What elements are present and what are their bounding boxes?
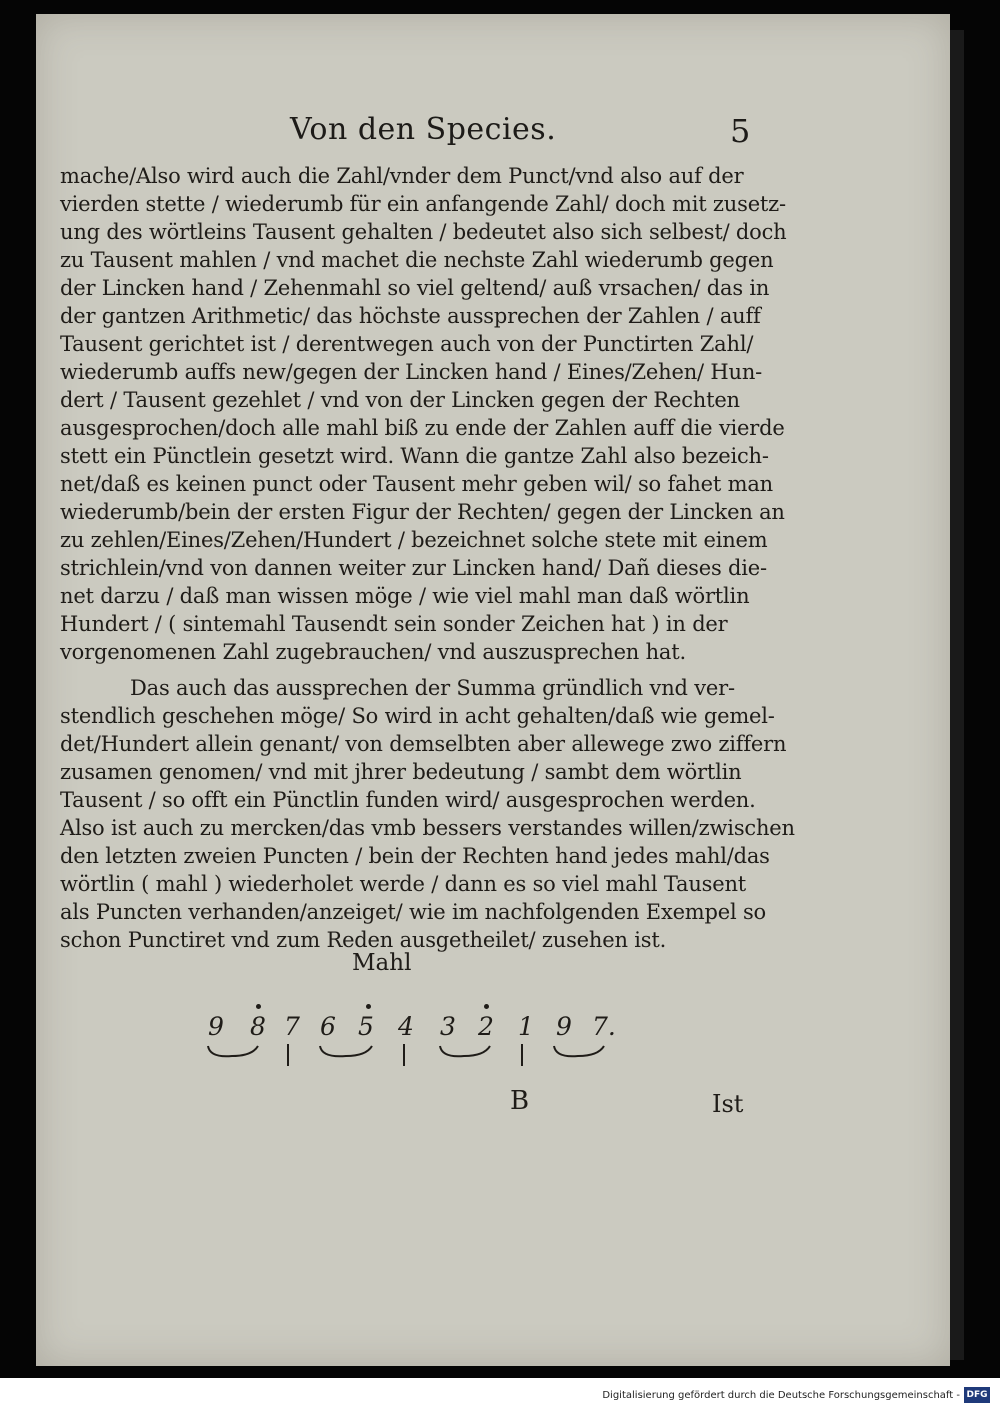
- signature-mark: B: [510, 1086, 530, 1116]
- example-digit: 2: [478, 1012, 494, 1041]
- catchword: Ist: [712, 1090, 744, 1118]
- text-line: stett ein Pünctlein gesetzt wird. Wann die gantze Zahl also bezeich-: [60, 444, 769, 468]
- example-digit: 4: [398, 1012, 414, 1041]
- example-digit: 9: [208, 1012, 224, 1041]
- text-line: stendlich geschehen möge/ So wird in acht gehalten/daß wie gemel-: [60, 704, 775, 728]
- example-digit: 7.: [592, 1012, 616, 1041]
- text-line: dert / Tausent gezehlet / vnd von der Lincken gegen der Rechten: [60, 388, 740, 412]
- text-line: strichlein/vnd von dannen weiter zur Lincken hand/ Dañ dieses die-: [60, 556, 767, 580]
- text-line: Tausent gerichtet ist / derentwegen auch von der Punctirten Zahl/: [60, 332, 754, 356]
- example-digit: 8: [250, 1012, 266, 1041]
- text-line: wiederumb/bein der ersten Figur der Rechten/ gegen der Lincken an: [60, 500, 785, 524]
- example-digit: 5: [358, 1012, 374, 1041]
- running-head: Von den Species.: [290, 112, 557, 147]
- text-line: wörtlin ( mahl ) wiederholet werde / dann es so viel mahl Tausent: [60, 872, 747, 896]
- thousand-dot: [256, 1004, 261, 1009]
- text-line: vorgenomenen Zahl zugebrauchen/ vnd auszusprechen hat.: [60, 640, 686, 664]
- thousand-dot: [484, 1004, 489, 1009]
- text-line: schon Punctiret vnd zum Reden ausgetheilet/ zusehen ist.: [60, 928, 667, 952]
- example-digit: 6: [320, 1012, 336, 1041]
- text-line: zu zehlen/Eines/Zehen/Hundert / bezeichnet solche stete mit einem: [60, 528, 768, 552]
- text-line: ausgesprochen/doch alle mahl biß zu ende der Zahlen auff die vierde: [60, 416, 785, 440]
- footer-bar: [0, 1378, 1000, 1416]
- example-digit: 9: [556, 1012, 572, 1041]
- text-line: Das auch das aussprechen der Summa gründlich vnd ver-: [130, 676, 735, 700]
- text-line: als Puncten verhanden/anzeiget/ wie im nachfolgenden Exempel so: [60, 900, 767, 924]
- page-edge-strip: [950, 30, 964, 1360]
- example-digit: 1: [518, 1012, 534, 1041]
- text-line: Hundert / ( sintemahl Tausendt sein sonder Zeichen hat ) in der: [60, 612, 728, 636]
- footer-credit: Digitalisierung gefördert durch die Deutsche Forschungsgemeinschaft -: [602, 1390, 960, 1401]
- example-digit: 3: [440, 1012, 456, 1041]
- dfg-logo-icon: DFG: [964, 1387, 990, 1403]
- page-number: 5: [730, 112, 751, 150]
- text-line: zu Tausent mahlen / vnd machet die nechste Zahl wiederumb gegen: [60, 248, 774, 272]
- text-line: der gantzen Arithmetic/ das höchste aussprechen der Zahlen / auff: [60, 304, 761, 328]
- text-line: den letzten zweien Puncten / bein der Rechten hand jedes mahl/das: [60, 844, 770, 868]
- text-line: det/Hundert allein genant/ von demselbten aber allewege zwo ziffern: [60, 732, 787, 756]
- text-line: zusamen genomen/ vnd mit jhrer bedeutung / sambt dem wörtlin: [60, 760, 742, 784]
- text-line: Tausent / so offt ein Pünctlin funden wird/ ausgesprochen werden.: [60, 788, 756, 812]
- text-line: Also ist auch zu mercken/das vmb bessers verstandes willen/zwischen: [60, 816, 795, 840]
- text-line: wiederumb auffs new/gegen der Lincken hand / Eines/Zehen/ Hun-: [60, 360, 763, 384]
- thousand-dot: [366, 1004, 371, 1009]
- text-line: ung des wörtleins Tausent gehalten / bedeutet also sich selbest/ doch: [60, 220, 787, 244]
- text-line: mache/Also wird auch die Zahl/vnder dem Punct/vnd also auf der: [60, 164, 744, 188]
- text-line: der Lincken hand / Zehenmahl so viel geltend/ auß vrsachen/ das in: [60, 276, 770, 300]
- text-line: net darzu / daß man wissen möge / wie viel mahl man daß wörtlin: [60, 584, 750, 608]
- text-line: net/daß es keinen punct oder Tausent mehr geben wil/ so fahet man: [60, 472, 773, 496]
- text-line: vierden stette / wiederumb für ein anfangende Zahl/ doch mit zusetz-: [60, 192, 786, 216]
- example-caption: Mahl: [352, 950, 412, 976]
- example-digit: 7: [284, 1012, 300, 1041]
